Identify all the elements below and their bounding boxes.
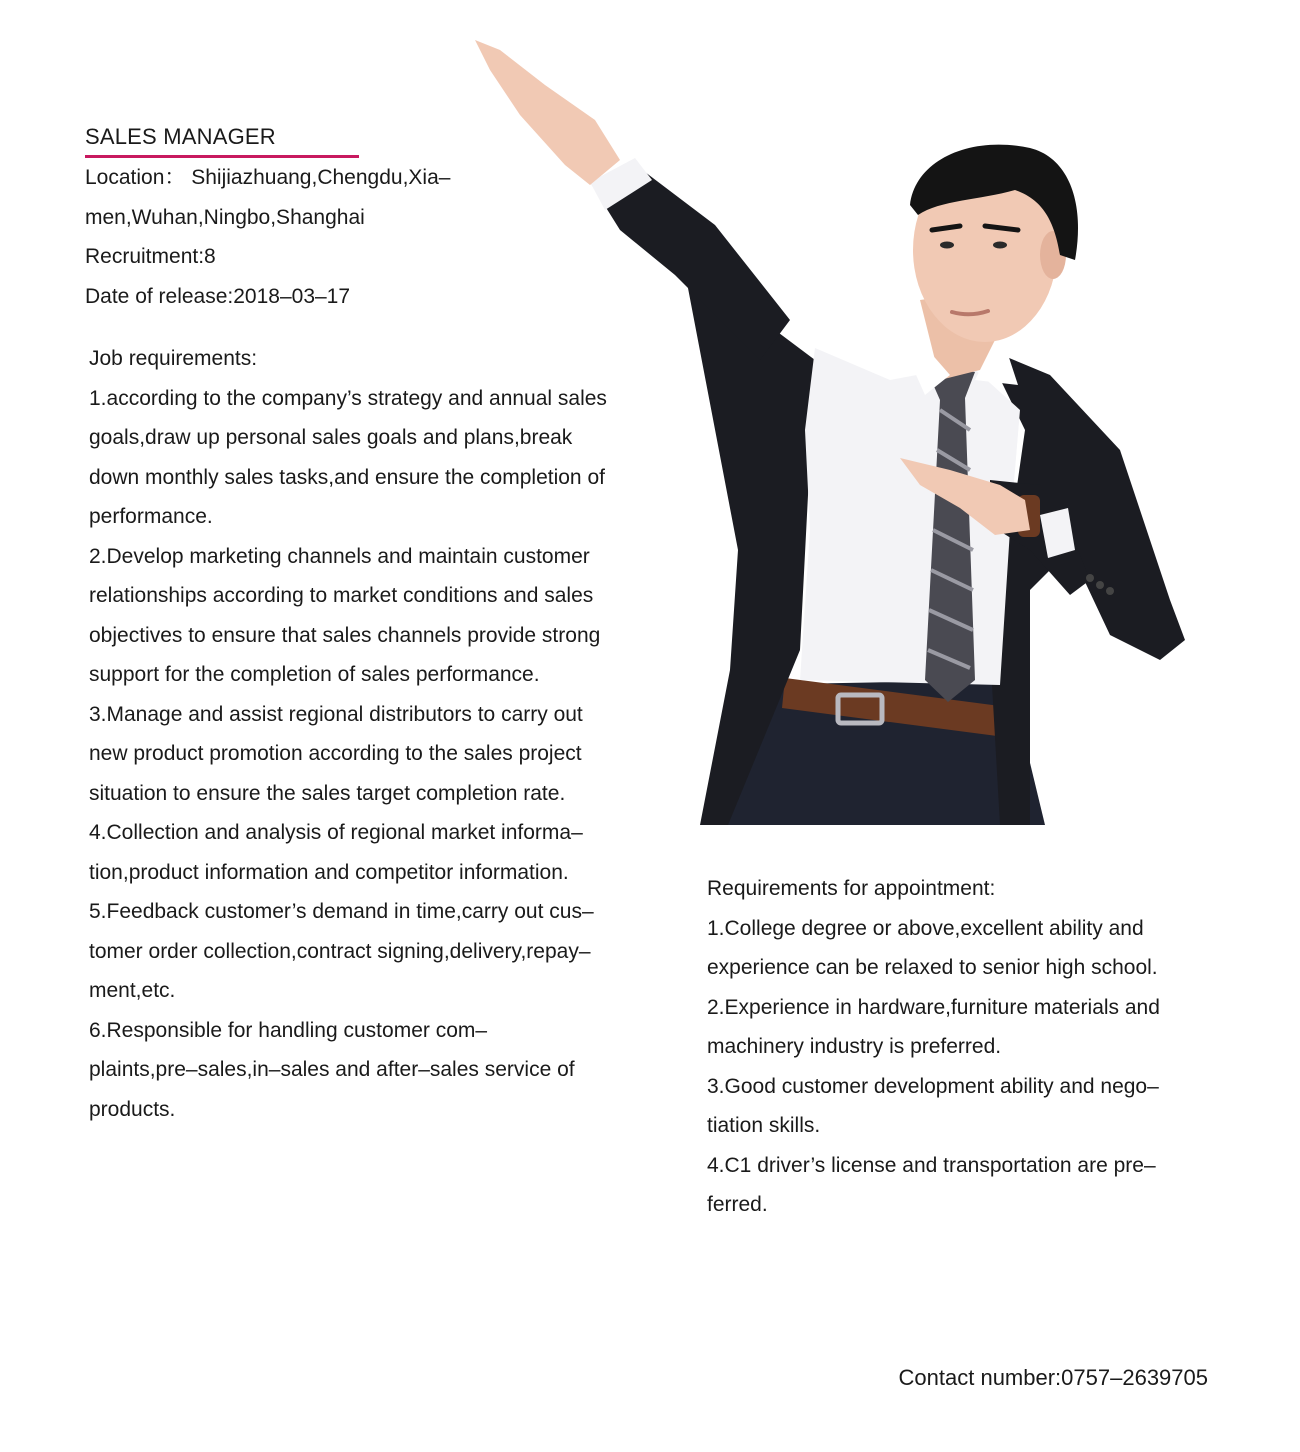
job-requirement-line: objectives to ensure that sales channels provide strong	[89, 623, 601, 647]
job-requirement-line: situation to ensure the sales target completion rate.	[89, 781, 566, 805]
recruitment-count: Recruitment:8	[85, 245, 216, 268]
raised-hand	[475, 40, 620, 185]
businessman-pointing-icon	[470, 30, 1230, 830]
job-requirement-line: performance.	[89, 505, 213, 528]
appointment-requirement-line: 4.C1 driver’s license and transportation are pre–	[707, 1153, 1156, 1177]
location-line-1: Location： Shijiazhuang,Chengdu,Xia–	[85, 166, 451, 189]
job-requirement-line: relationships according to market conditions and sales	[89, 584, 594, 607]
job-requirement-line: 6.Responsible for handling customer com–	[89, 1018, 488, 1042]
job-requirement-line: tomer order collection,contract signing,delivery,repay–	[89, 939, 591, 963]
job-requirement-line: 2.Develop marketing channels and maintain customer	[89, 544, 590, 568]
appointment-requirement-line: machinery industry is preferred.	[707, 1035, 1002, 1058]
job-requirement-line: 4.Collection and analysis of regional market informa–	[89, 821, 583, 844]
contact-number: Contact number:0757–2639705	[898, 1365, 1208, 1390]
job-requirement-line: 3.Manage and assist regional distributors to carry out	[89, 702, 583, 726]
appointment-requirement-line: experience can be relaxed to senior high school.	[707, 956, 1158, 979]
location-line-2: men,Wuhan,Ningbo,Shanghai	[85, 205, 365, 229]
job-requirement-line: 5.Feedback customer’s demand in time,carry out cus–	[89, 900, 594, 923]
job-requirements-heading: Job requirements:	[89, 347, 258, 370]
job-meta	[85, 158, 505, 316]
job-requirement-line: 1.according to the company’s strategy and annual sales	[89, 386, 607, 410]
appointment-requirement-line: 3.Good customer development ability and nego–	[707, 1074, 1159, 1098]
job-requirement-line: plaints,pre–sales,in–sales and after–sales service of	[89, 1058, 575, 1081]
job-requirement-line: ment,etc.	[89, 979, 176, 1002]
appointment-requirements	[707, 869, 1217, 1225]
job-requirement-line: products.	[89, 1097, 176, 1121]
appointment-requirement-line: ferred.	[707, 1193, 768, 1216]
job-requirement-line: down monthly sales tasks,and ensure the completion of	[89, 465, 605, 489]
job-requirement-line: new product promotion according to the sales project	[89, 742, 582, 765]
job-requirement-line: tion,product information and competitor information.	[89, 860, 569, 884]
appointment-requirements-heading: Requirements for appointment:	[707, 877, 996, 900]
appointment-requirement-line: tiation skills.	[707, 1114, 821, 1137]
job-requirement-line: support for the completion of sales performance.	[89, 663, 540, 686]
appointment-requirement-line: 2.Experience in hardware,furniture materials and	[707, 995, 1160, 1019]
job-title: SALES MANAGER	[85, 124, 276, 149]
release-date: Date of release:2018–03–17	[85, 284, 351, 308]
job-requirement-line: goals,draw up personal sales goals and plans,break	[89, 426, 573, 449]
appointment-requirement-line: 1.College degree or above,excellent ability and	[707, 916, 1144, 940]
